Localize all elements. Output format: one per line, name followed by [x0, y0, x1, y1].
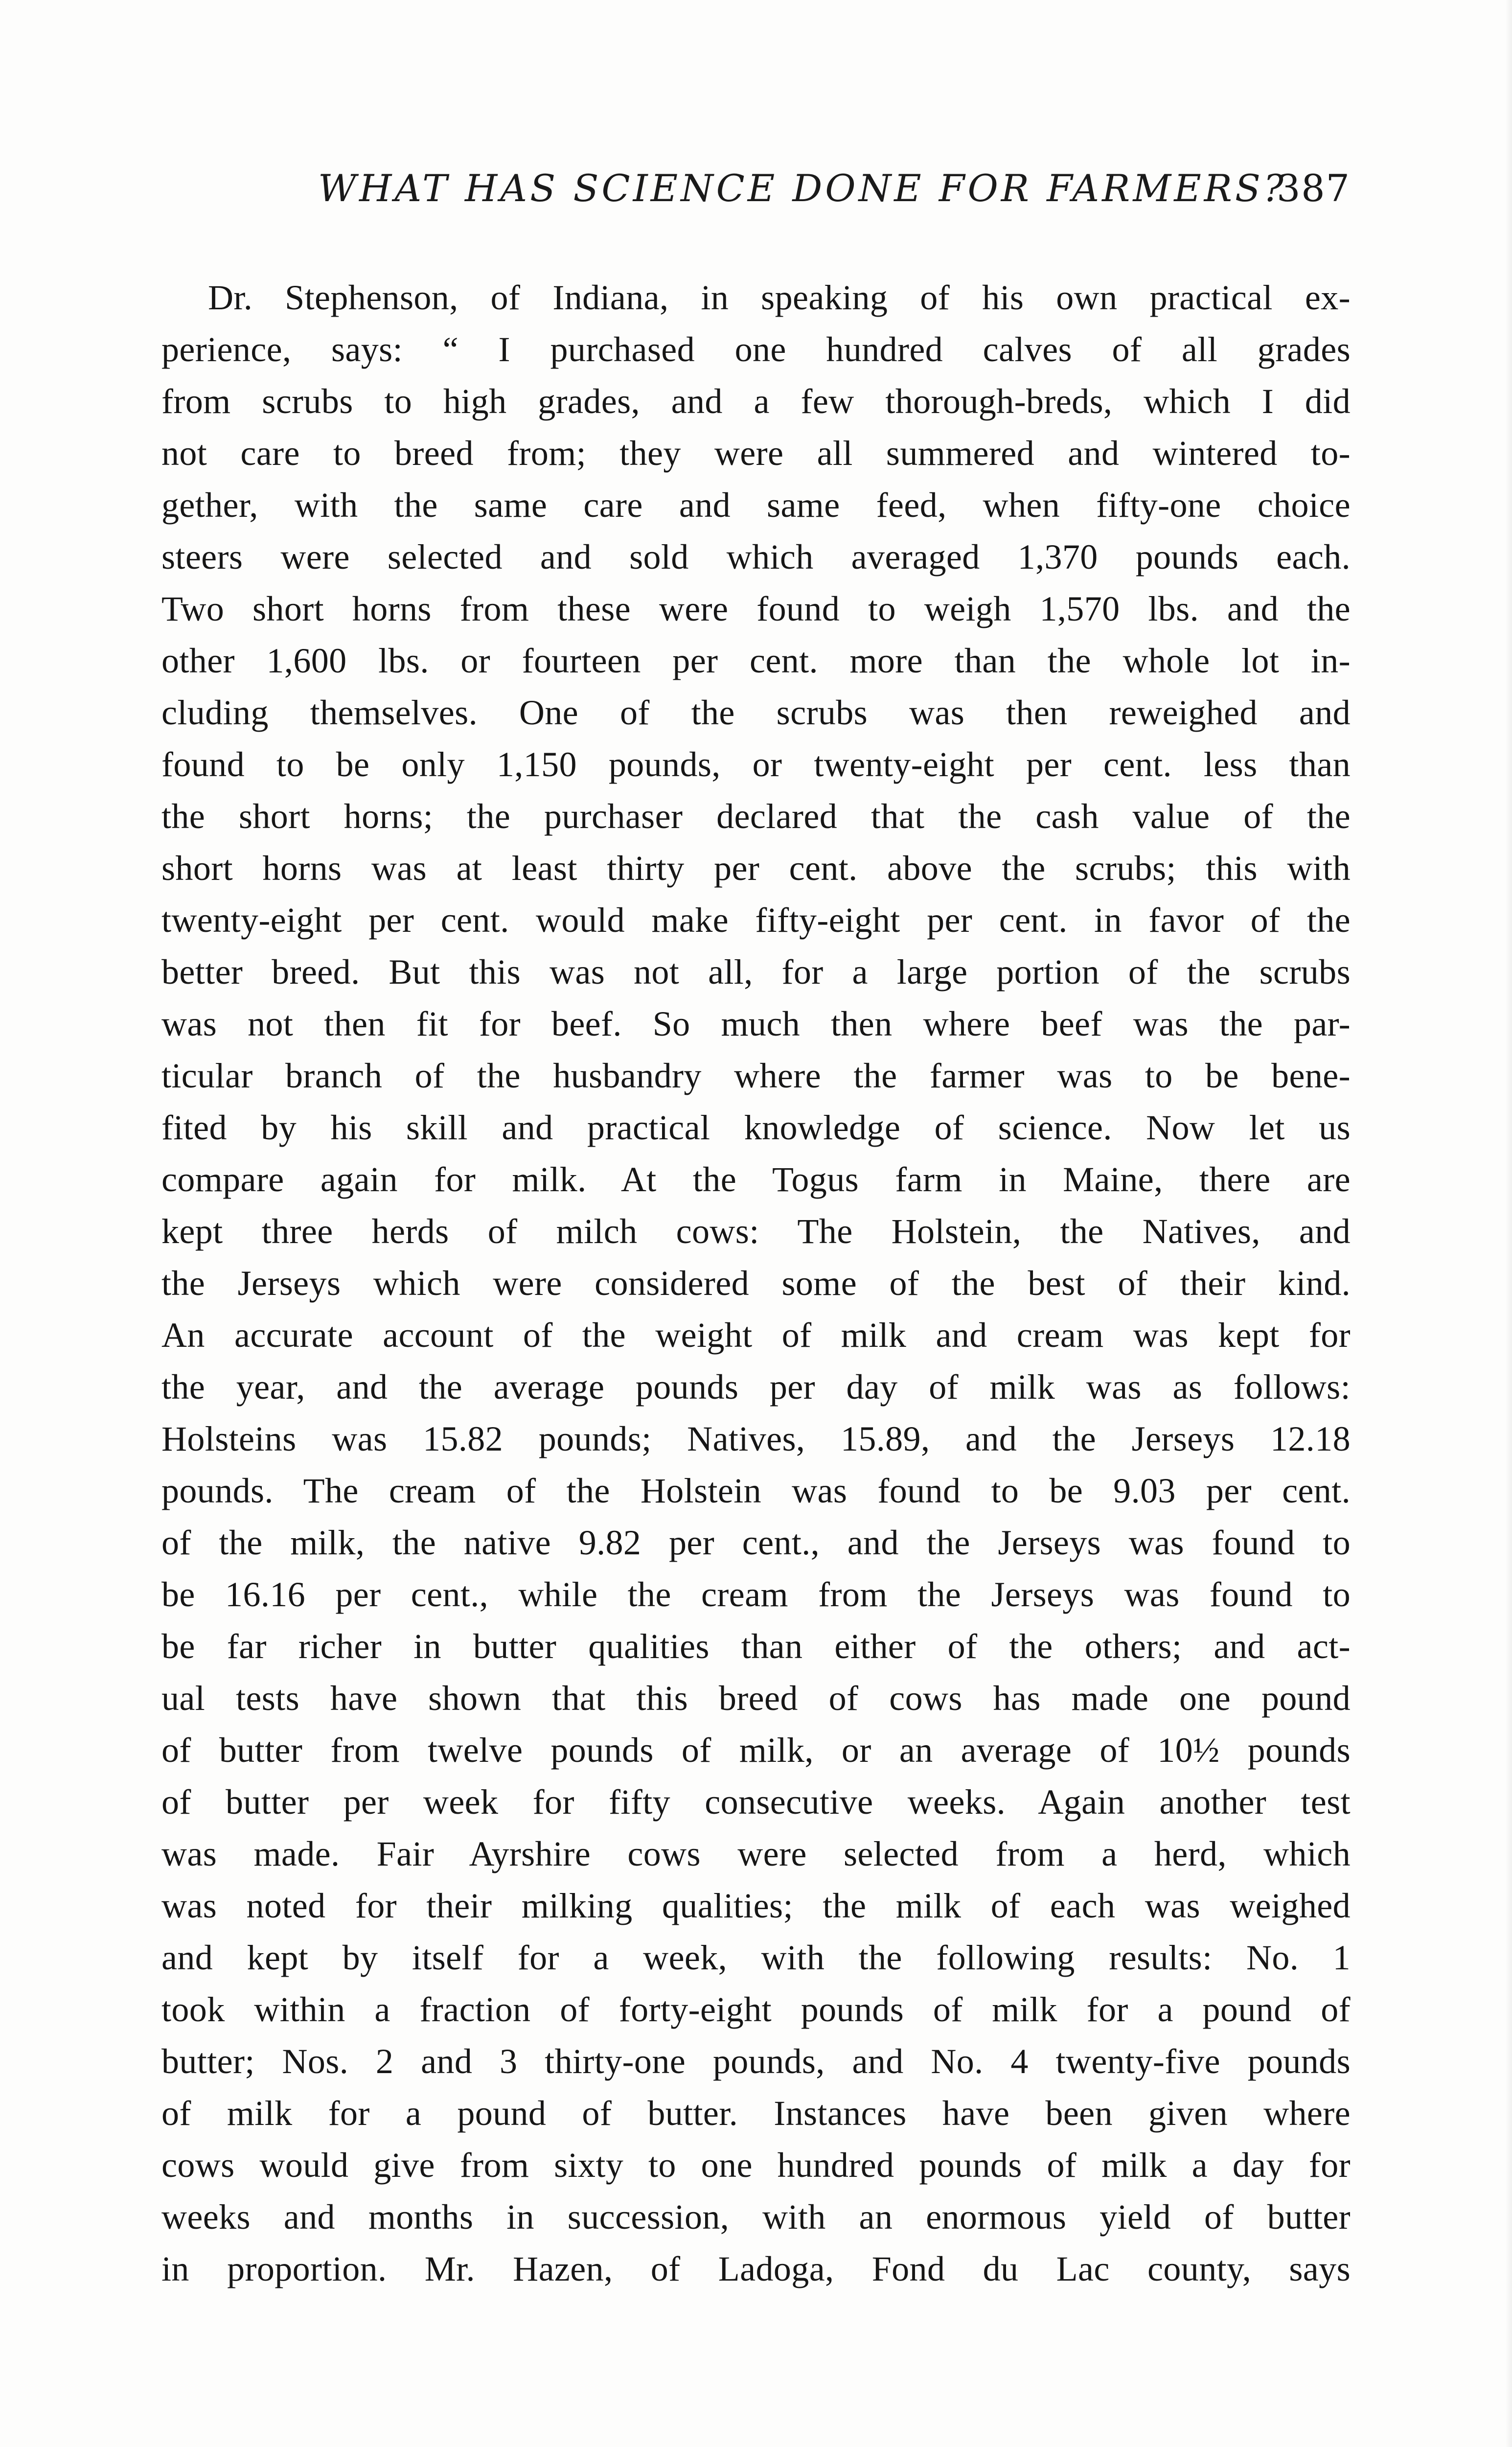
- page-number: 387: [1276, 166, 1351, 210]
- text-line: the Jerseys which were considered some of the best of their kind.: [161, 1264, 1351, 1303]
- text-line: cluding themselves. One of the scrubs was then reweighed and: [161, 693, 1351, 732]
- text-line: found to be only 1,150 pounds, or twenty-eight per cent. less than: [161, 745, 1351, 784]
- text-line: kept three herds of milch cows: The Holstein, the Natives, and: [161, 1212, 1351, 1251]
- text-line: perience, says: “ I purchased one hundred calves of all grades: [161, 330, 1351, 369]
- text-line: and kept by itself for a week, with the following results: No. 1: [161, 1938, 1351, 1977]
- text-line: twenty-eight per cent. would make fifty-eight per cent. in favor of the: [161, 900, 1351, 940]
- text-line: from scrubs to high grades, and a few thorough-breds, which I did: [161, 382, 1351, 421]
- text-line: in proportion. Mr. Hazen, of Ladoga, Fond du Lac county, says: [161, 2249, 1351, 2288]
- text-line: fited by his skill and practical knowledge of science. Now let us: [161, 1108, 1351, 1147]
- text-line: not care to breed from; they were all summered and wintered to-: [161, 434, 1351, 473]
- text-line: was noted for their milking qualities; the milk of each was weighed: [161, 1886, 1351, 1925]
- text-line: other 1,600 lbs. or fourteen per cent. more than the whole lot in-: [161, 641, 1351, 680]
- text-line: of butter from twelve pounds of milk, or an average of 10½ pounds: [161, 1731, 1351, 1770]
- page-edge: [1505, 0, 1512, 2447]
- running-head: [161, 166, 1351, 225]
- text-line: short horns was at least thirty per cent. above the scrubs; this with: [161, 849, 1351, 888]
- text-line: pounds. The cream of the Holstein was found to be 9.03 per cent.: [161, 1471, 1351, 1510]
- text-line: Two short horns from these were found to weigh 1,570 lbs. and the: [161, 589, 1351, 628]
- text-line: compare again for milk. At the Togus farm in Maine, there are: [161, 1160, 1351, 1199]
- text-line: steers were selected and sold which averaged 1,370 pounds each.: [161, 537, 1351, 577]
- text-line: Dr. Stephenson, of Indiana, in speaking of his own practical ex-: [208, 278, 1351, 317]
- text-line: Holsteins was 15.82 pounds; Natives, 15.89, and the Jerseys 12.18: [161, 1419, 1351, 1458]
- text-line: An accurate account of the weight of milk and cream was kept for: [161, 1316, 1351, 1355]
- text-line: was made. Fair Ayrshire cows were selected from a herd, which: [161, 1834, 1351, 1873]
- text-line: of milk for a pound of butter. Instances have been given where: [161, 2094, 1351, 2133]
- text-line: ual tests have shown that this breed of cows has made one pound: [161, 1679, 1351, 1718]
- running-title: WHAT HAS SCIENCE DONE FOR FARMERS?: [318, 166, 1286, 210]
- text-line: be far richer in butter qualities than either of the others; and act-: [161, 1627, 1351, 1666]
- text-line: gether, with the same care and same feed, when fifty-one choice: [161, 485, 1351, 525]
- text-line: ticular branch of the husbandry where the farmer was to be bene-: [161, 1056, 1351, 1095]
- text-line: took within a fraction of forty-eight pounds of milk for a pound of: [161, 1990, 1351, 2029]
- text-line: of butter per week for fifty consecutive weeks. Again another test: [161, 1782, 1351, 1822]
- text-line: better breed. But this was not all, for a large portion of the scrubs: [161, 952, 1351, 992]
- text-line: the short horns; the purchaser declared that the cash value of the: [161, 797, 1351, 836]
- text-line: butter; Nos. 2 and 3 thirty-one pounds, and No. 4 twenty-five pounds: [161, 2042, 1351, 2081]
- text-line: the year, and the average pounds per day of milk was as follows:: [161, 1367, 1351, 1407]
- body-text: [161, 272, 1351, 2295]
- text-line: was not then fit for beef. So much then where beef was the par-: [161, 1004, 1351, 1043]
- text-line: of the milk, the native 9.82 per cent., and the Jerseys was found to: [161, 1523, 1351, 1562]
- text-line: be 16.16 per cent., while the cream from the Jerseys was found to: [161, 1575, 1351, 1614]
- text-line: weeks and months in succession, with an enormous yield of butter: [161, 2197, 1351, 2237]
- text-line: cows would give from sixty to one hundred pounds of milk a day for: [161, 2146, 1351, 2185]
